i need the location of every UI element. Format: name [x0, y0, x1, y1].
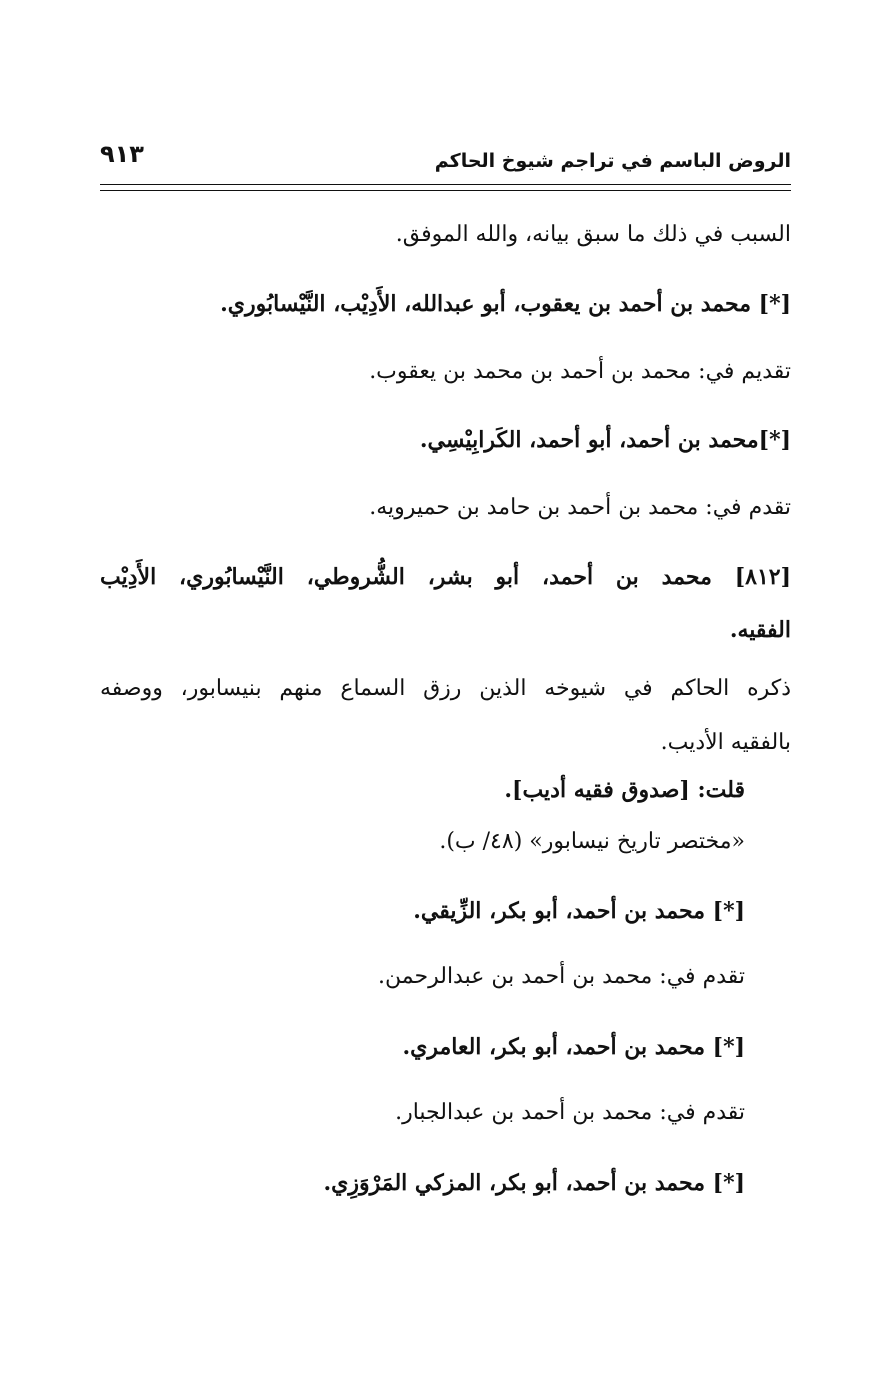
entry-heading: [*] محمد بن أحمد، أبو بكر، الزِّيقي. — [413, 898, 745, 924]
cross-reference: تقدم في: محمد بن أحمد بن عبدالرحمن. — [378, 964, 745, 989]
entry-heading: [*]محمد بن أحمد، أبو أحمد، الكَرابِيْسِي. — [419, 427, 791, 453]
entry-heading-continued: الفقيه. — [729, 617, 791, 643]
source-citation: «مختصر تاريخ نيسابور» (٤٨/ ب). — [439, 829, 745, 854]
entry-heading: [٨١٢] محمد بن أحمد، أبو بشر، الشُّروطي، النَّيْسابُوري، الأَدِيْب — [100, 564, 791, 590]
page-number: ٩١٣ — [100, 140, 144, 168]
running-header — [100, 140, 791, 184]
entry-heading: [*] محمد بن أحمد، أبو بكر، المزكي المَرْوَزِي. — [323, 1170, 745, 1196]
paragraph-line: ذكره الحاكم في شيوخه الذين رزق السماع منهم بنيسابور، ووصفه — [100, 676, 791, 701]
entry-heading: [*] محمد بن أحمد بن يعقوب، أبو عبدالله، الأَدِيْب، النَّيْسابُوري. — [220, 291, 791, 317]
cross-reference: تقدم في: محمد بن أحمد بن عبدالجبار. — [395, 1100, 745, 1125]
cross-reference: تقديم في: محمد بن أحمد بن محمد بن يعقوب. — [369, 359, 791, 384]
header-rule-bottom — [100, 190, 791, 191]
paragraph-line: السبب في ذلك ما سبق بيانه، والله الموفق. — [395, 222, 791, 247]
verdict-line: قلت: [صدوق فقيه أديب]. — [504, 777, 745, 803]
cross-reference: تقدم في: محمد بن أحمد بن حامد بن حميرويه. — [369, 495, 791, 520]
header-rule-top — [100, 184, 791, 185]
entry-heading: [*] محمد بن أحمد، أبو بكر، العامري. — [402, 1034, 745, 1060]
running-title: الروض الباسم في تراجم شيوخ الحاكم — [434, 150, 791, 172]
paragraph-line: بالفقيه الأديب. — [660, 730, 791, 755]
